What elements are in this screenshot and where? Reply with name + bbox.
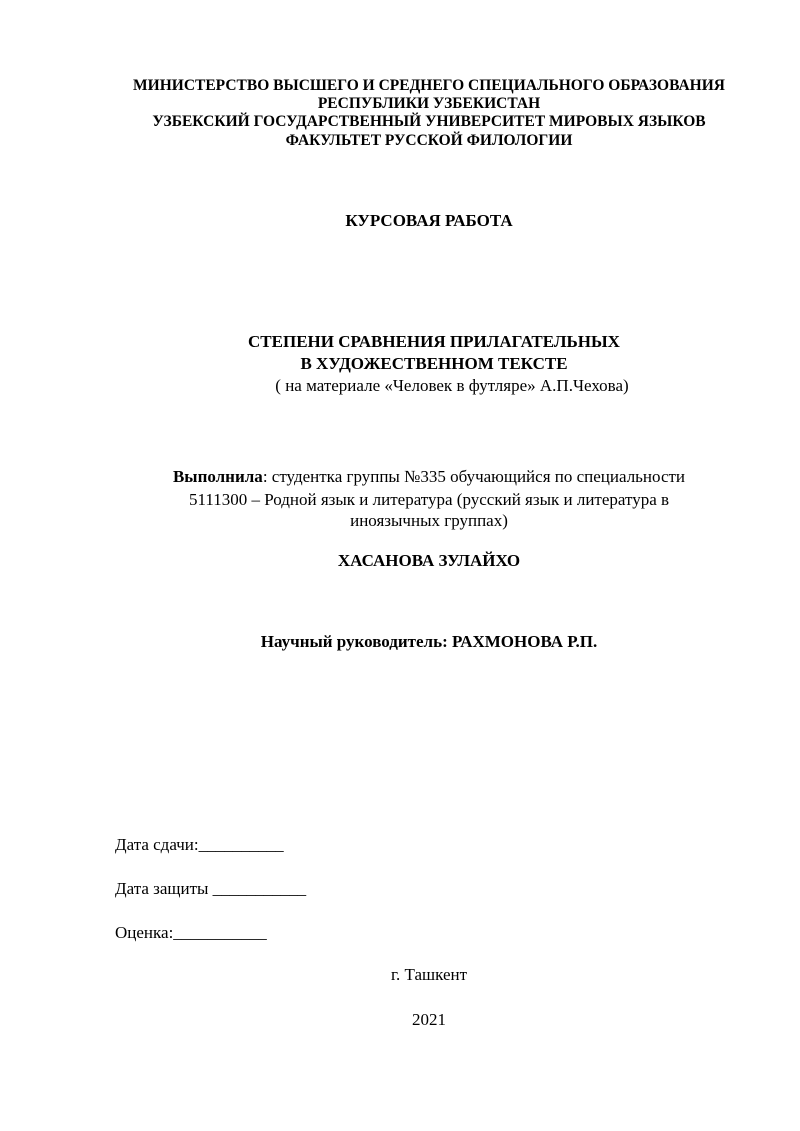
faculty-heading: ФАКУЛЬТЕТ РУССКОЙ ФИЛОЛОГИИ	[285, 132, 573, 149]
submission-date-field: Дата сдачи:__________	[115, 835, 284, 854]
author-label: Выполнила	[172, 467, 263, 486]
year: 2021	[412, 1010, 446, 1029]
supervisor: Научный руководитель: РАХМОНОВА Р.П.	[260, 632, 598, 651]
grade-field: Оценка:___________	[115, 923, 267, 942]
republic-heading: РЕСПУБЛИКИ УЗБЕКИСТАН	[317, 95, 541, 112]
city: г. Ташкент	[390, 965, 468, 984]
author-line-1-text: : студентка группы №335 обучающийся по специальности	[262, 467, 686, 486]
student-name: ХАСАНОВА ЗУЛАЙХО	[337, 551, 521, 570]
author-line-2: 5111300 – Родной язык и литература (русский язык и литература в	[188, 490, 670, 509]
title-subtitle: ( на материале «Человек в футляре» А.П.Чехова)	[275, 376, 629, 395]
document-type: КУРСОВАЯ РАБОТА	[345, 211, 513, 230]
title-line-2: В ХУДОЖЕСТВЕННОМ ТЕКСТЕ	[300, 354, 568, 373]
defense-date-field: Дата защиты ___________	[115, 879, 307, 898]
ministry-heading: МИНИСТЕРСТВО ВЫСШЕГО И СРЕДНЕГО СПЕЦИАЛЬНОГО ОБРАЗОВАНИЯ	[133, 77, 725, 94]
university-heading: УЗБЕКСКИЙ ГОСУДАРСТВЕННЫЙ УНИВЕРСИТЕТ МИРОВЫХ ЯЗЫКОВ	[152, 113, 706, 130]
author-line-1	[29, 468, 800, 485]
author-line-3: иноязычных группах)	[350, 511, 508, 530]
title-line-1: СТЕПЕНИ СРАВНЕНИЯ ПРИЛАГАТЕЛЬНЫХ	[248, 332, 620, 351]
